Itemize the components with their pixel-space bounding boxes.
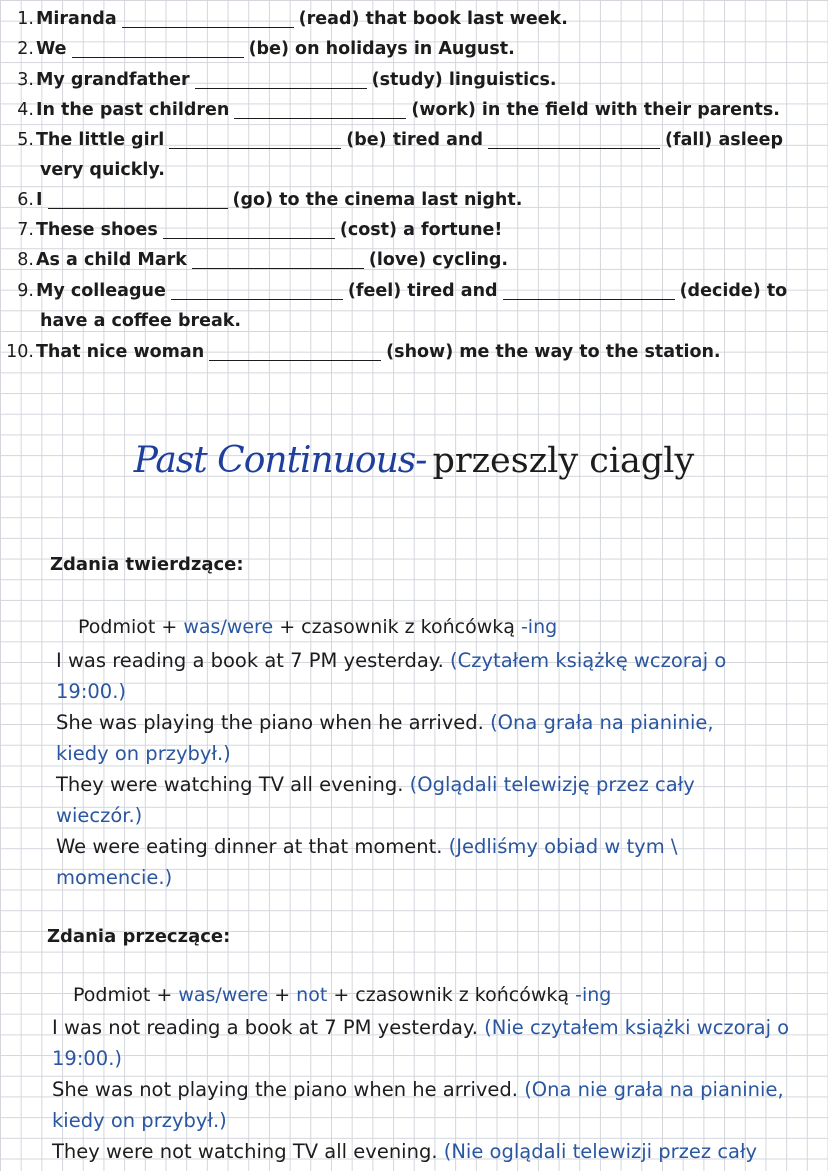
exercise-text: We <box>36 39 67 59</box>
example-line <box>52 1012 789 1043</box>
example-polish: (Nie czytałem książki wczoraj o <box>484 1016 790 1039</box>
rule-aux: was/were <box>178 984 269 1006</box>
example-line <box>56 707 714 738</box>
exercise-5 <box>0 125 783 155</box>
exercise-4 <box>0 95 780 125</box>
exercise-number: 3. <box>17 70 34 90</box>
exercise-text: (be) on holidays in August. <box>248 39 515 59</box>
rule-plus: + <box>333 984 350 1006</box>
answer-blank[interactable] <box>169 130 341 149</box>
exercise-7 <box>0 215 502 245</box>
answer-blank[interactable] <box>234 100 406 119</box>
exercise-number: 6. <box>17 190 34 210</box>
example-english: I was reading a book at 7 PM yesterday. <box>56 649 444 672</box>
answer-blank[interactable] <box>48 190 228 209</box>
example-polish: 19:00.) <box>56 680 127 703</box>
answer-blank[interactable] <box>209 342 381 361</box>
affirmative-heading: Zdania twierdzące: <box>50 554 244 575</box>
example-polish: kiedy on przybył.) <box>56 742 231 765</box>
exercise-9 <box>0 276 787 306</box>
rule-verb: czasownik z końcówką <box>355 984 570 1006</box>
example-polish: (Nie oglądali telewizji przez cały <box>443 1140 758 1163</box>
answer-blank[interactable] <box>163 220 335 239</box>
example-english: She was not playing the piano when he arrived. <box>52 1078 518 1101</box>
exercise-text: Miranda <box>36 9 117 29</box>
example-line <box>56 862 172 893</box>
exercise-continuation: have a coffee break. <box>40 311 242 331</box>
exercise-3 <box>0 65 557 95</box>
exercise-number: 9. <box>17 281 34 301</box>
exercise-text: That nice woman <box>36 342 205 362</box>
example-line <box>56 738 231 769</box>
example-polish: (Oglądali telewizję przez cały <box>409 773 695 796</box>
example-line <box>52 1043 122 1074</box>
exercise-number: 1. <box>17 9 34 29</box>
rule-ending: -ing <box>520 616 558 638</box>
answer-blank[interactable] <box>488 130 660 149</box>
exercise-text: (be) tired and <box>346 130 483 150</box>
example-english: They were watching TV all evening. <box>56 773 404 796</box>
example-line <box>56 800 142 831</box>
example-english: She was playing the piano when he arrived. <box>56 711 484 734</box>
example-polish: (Czytałem książkę wczoraj o <box>450 649 727 672</box>
exercise-text: (cost) a fortune! <box>339 220 503 240</box>
example-polish: (Ona grała na pianinie, <box>490 711 714 734</box>
exercise-text: In the past children <box>36 100 230 120</box>
example-polish: 19:00.) <box>52 1047 123 1070</box>
rule-plus: + <box>274 984 291 1006</box>
example-line <box>52 1136 757 1167</box>
exercise-number: 4. <box>17 100 34 120</box>
exercise-text: (love) cycling. <box>368 250 509 270</box>
answer-blank[interactable] <box>171 281 343 300</box>
rule-ending: -ing <box>575 984 612 1006</box>
exercise-text: (decide) to <box>679 281 788 301</box>
exercise-text: I <box>36 190 43 210</box>
rule-plus: + <box>156 984 173 1006</box>
exercise-text: (fall) asleep <box>664 130 783 150</box>
negative-rule <box>73 984 611 1006</box>
example-line <box>56 769 695 800</box>
exercise-continuation: very quickly. <box>40 160 165 180</box>
example-english: They were not watching TV all evening. <box>52 1140 438 1163</box>
example-line <box>56 676 126 707</box>
exercise-text: (read) that book last week. <box>298 9 568 29</box>
exercise-text: (work) in the field with their parents. <box>411 100 780 120</box>
rule-aux: was/were <box>183 616 274 638</box>
exercise-2 <box>0 34 515 64</box>
page-title <box>0 440 828 481</box>
exercise-text: My colleague <box>36 281 166 301</box>
example-line <box>52 1105 227 1136</box>
example-english: I was not reading a book at 7 PM yesterday. <box>52 1016 478 1039</box>
rule-plus: + <box>161 616 178 638</box>
example-polish: wieczór.) <box>56 804 143 827</box>
example-line <box>56 645 726 676</box>
rule-subject: Podmiot <box>78 616 156 638</box>
exercise-number: 2. <box>17 39 34 59</box>
answer-blank[interactable] <box>192 250 364 269</box>
example-polish: (Jedliśmy obiad w tym \ <box>448 835 678 858</box>
exercise-number: 7. <box>17 220 34 240</box>
exercise-6 <box>0 185 522 215</box>
exercise-text: My grandfather <box>36 70 190 90</box>
example-polish: kiedy on przybył.) <box>52 1109 227 1132</box>
exercise-number: 5. <box>17 130 34 150</box>
exercise-10 <box>0 337 721 367</box>
exercise-8 <box>0 245 508 275</box>
example-polish: (Ona nie grała na pianinie, <box>524 1078 784 1101</box>
negative-heading: Zdania przeczące: <box>47 926 231 947</box>
example-english: We were eating dinner at that moment. <box>56 835 443 858</box>
answer-blank[interactable] <box>503 281 675 300</box>
exercise-text: (feel) tired and <box>347 281 498 301</box>
title-english: Past Continuous- <box>133 440 427 481</box>
affirmative-rule <box>78 616 557 638</box>
exercise-text: (show) me the way to the station. <box>386 342 721 362</box>
rule-plus: + <box>279 616 296 638</box>
example-line <box>56 831 677 862</box>
answer-blank[interactable] <box>72 39 244 58</box>
example-line <box>52 1074 784 1105</box>
answer-blank[interactable] <box>122 9 294 28</box>
exercise-number: 10. <box>6 342 34 362</box>
title-polish: przeszly ciagly <box>432 441 695 481</box>
exercise-text: The little girl <box>36 130 165 150</box>
exercise-text: These shoes <box>36 220 158 240</box>
exercise-1 <box>0 4 568 34</box>
exercise-number: 8. <box>17 250 34 270</box>
exercise-text: (study) linguistics. <box>371 70 557 90</box>
rule-subject: Podmiot <box>73 984 151 1006</box>
example-polish: momencie.) <box>56 866 173 889</box>
rule-negation: not <box>296 984 328 1006</box>
answer-blank[interactable] <box>195 70 367 89</box>
exercise-text: (go) to the cinema last night. <box>232 190 523 210</box>
rule-verb: czasownik z końcówką <box>301 616 515 638</box>
exercise-text: As a child Mark <box>36 250 187 270</box>
